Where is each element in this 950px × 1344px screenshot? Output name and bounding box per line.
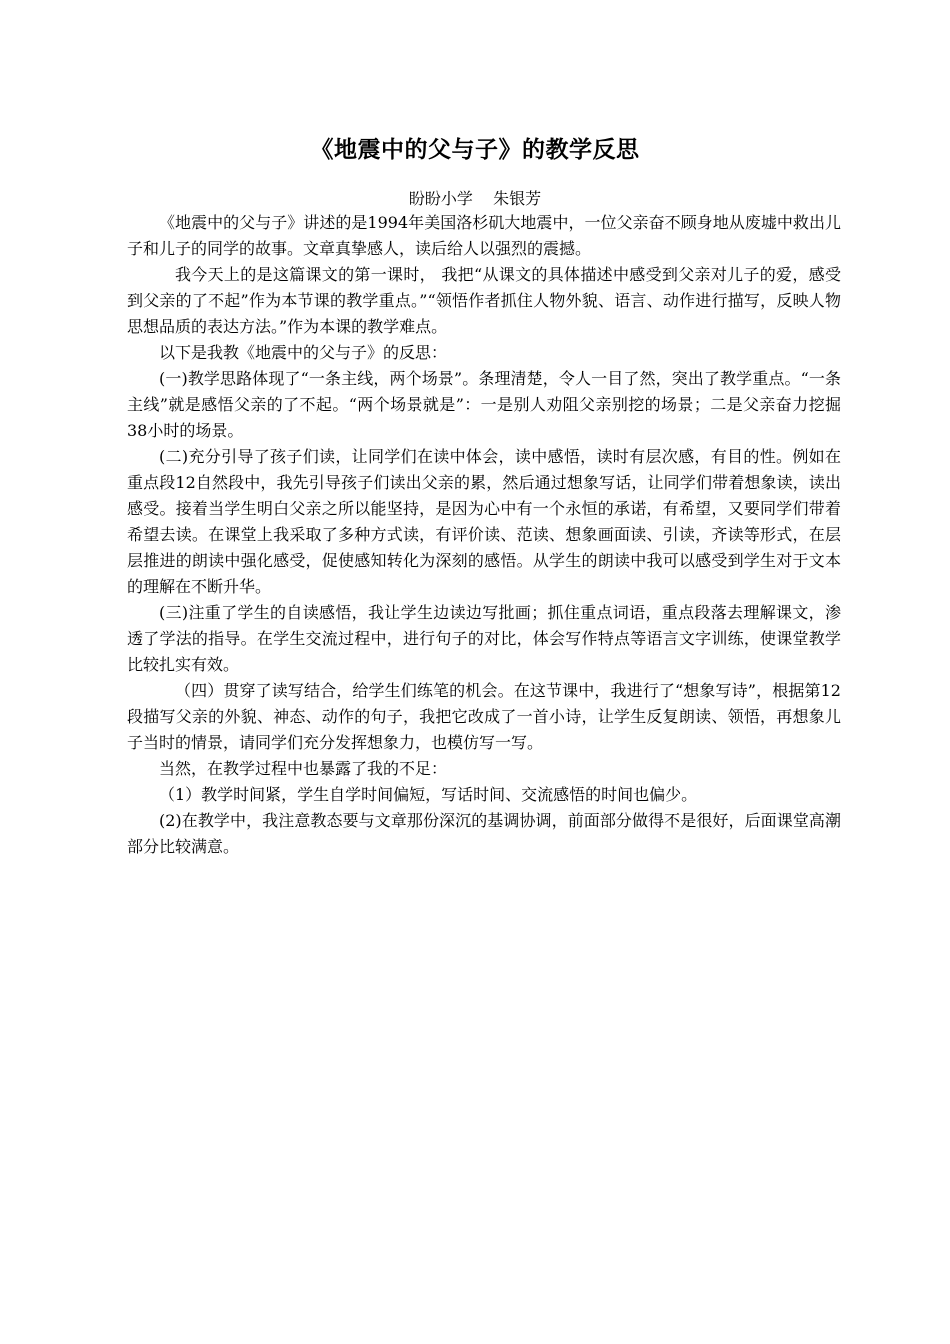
paragraph-point-3: (三)注重了学生的自读感悟，我让学生边读边写批画；抓住重点词语，重点段落去理解课文，渗透了学法的指导。在学生交流过程中，进行句子的对比，体会写作特点等语言文字训练，使课堂教学比较扎实有效。	[127, 603, 841, 674]
document-body	[127, 210, 841, 860]
author-byline: 盼盼小学 朱银芳	[408, 189, 542, 208]
paragraph-point-4: （四）贯穿了读写结合，给学生们练笔的机会。在这节课中，我进行了“想象写诗”，根据第12段描写父亲的外貌、神态、动作的句子，我把它改成了一首小诗，让学生反复朗读、领悟，再想象儿子当时的情景，请同学们充分发挥想象力，也模仿写一写。	[127, 681, 841, 752]
document-title: 《地震中的父与子》的教学反思	[310, 137, 640, 163]
paragraph-shortcomings-lead: 当然，在教学过程中也暴露了我的不足：	[159, 759, 448, 778]
paragraph-intro: 《地震中的父与子》讲述的是1994年美国洛杉矶大地震中，一位父亲奋不顾身地从废墟中救出儿子和儿子的同学的故事。文章真挚感人，读后给人以强烈的震撼。	[127, 213, 841, 258]
paragraph-lesson-focus: 我今天上的是这篇课文的第一课时， 我把“从课文的具体描述中感受到父亲对儿子的爱，感受到父亲的了不起”作为本节课的教学重点。”“领悟作者抓住人物外貌、语言、动作进行描写，反映人物思想品质的表达方法。”作为本课的教学难点。	[127, 265, 841, 336]
paragraph-point-1: (一)教学思路体现了“一条主线，两个场景”。条理清楚，令人一目了然，突出了教学重点。“一条主线”就是感悟父亲的了不起。“两个场景就是”：一是别人劝阻父亲别挖的场景；二是父亲奋力挖掘38小时的场景。	[127, 369, 841, 440]
paragraph-shortcoming-1: （1）教学时间紧，学生自学时间偏短，写话时间、交流感悟的时间也偏少。	[159, 785, 698, 804]
paragraph-point-2: (二)充分引导了孩子们读，让同学们在读中体会，读中感悟，读时有层次感，有目的性。例如在重点段12自然段中，我先引导孩子们读出父亲的累，然后通过想象写话，让同学们带着想象读，读出感受。接着当学生明白父亲之所以能坚持，是因为心中有一个永恒的承诺，有希望，又要同学们带着希望去读。在课堂上我采取了多种方式读，有评价读、范读、想象画面读、引读，齐读等形式，在层层推进的朗读中强化感受，促使感知转化为深刻的感悟。从学生的朗读中我可以感受到学生对于文本的理解在不断升华。	[127, 447, 841, 596]
paragraph-shortcoming-2: (2)在教学中，我注意教态要与文章那份深沉的基调协调，前面部分做得不是很好，后面课堂高潮部分比较满意。	[127, 811, 841, 856]
paragraph-reflection-lead: 以下是我教《地震中的父与子》的反思：	[159, 343, 448, 362]
